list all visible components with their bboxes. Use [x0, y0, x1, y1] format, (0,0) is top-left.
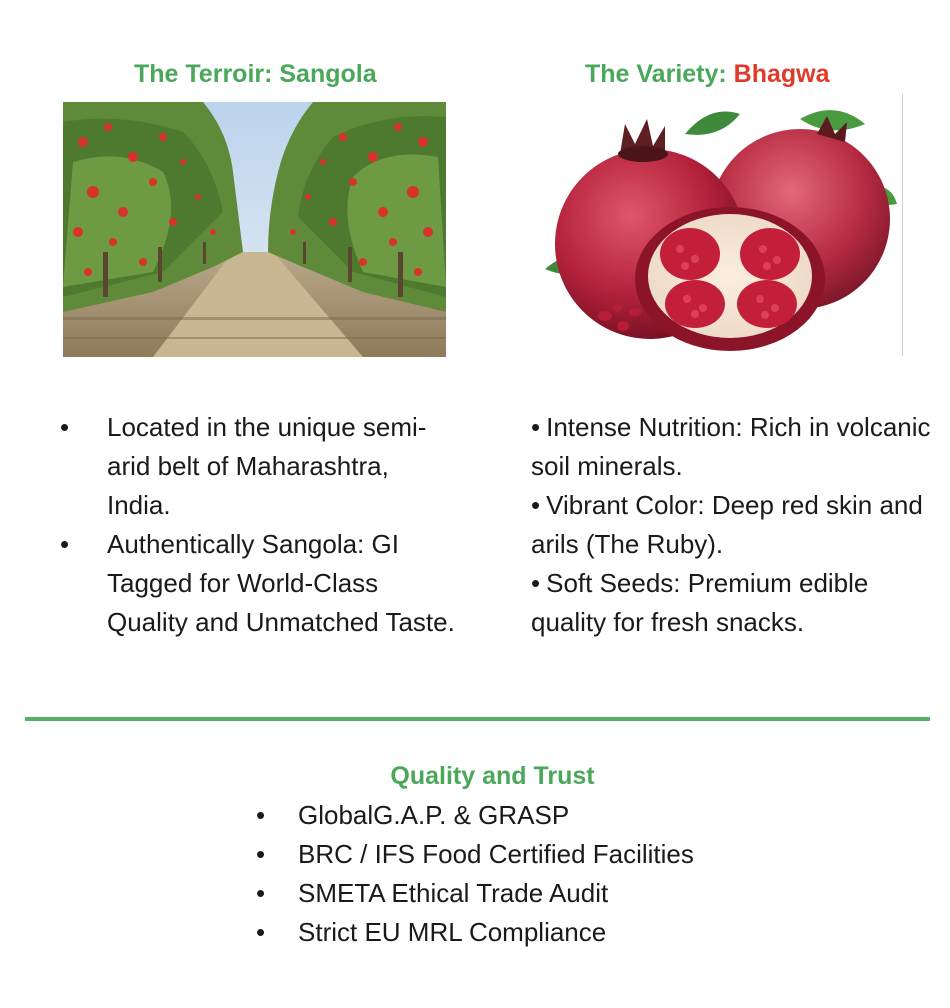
photo-edge-line — [902, 94, 903, 356]
orchard-photo — [63, 102, 446, 357]
list-item: • Located in the unique semi-arid belt of Maharashtra, India. — [56, 408, 456, 525]
variety-name: Bhagwa — [733, 60, 830, 88]
pomegranate-photo — [535, 94, 903, 356]
list-item: • SMETA Ethical Trade Audit — [252, 874, 812, 913]
quality-heading: Quality and Trust — [390, 762, 595, 790]
variety-heading-prefix: The Variety: — [585, 60, 734, 88]
quality-bullet-list — [252, 796, 812, 952]
variety-heading — [585, 60, 830, 89]
terroir-heading: The Terroir: Sangola — [134, 60, 377, 88]
list-item-text: Vibrant Color: Deep red skin and arils (The Ruby). — [531, 490, 923, 559]
list-item: • BRC / IFS Food Certified Facilities — [252, 835, 812, 874]
section-divider — [25, 717, 930, 721]
terroir-bullet-list — [56, 408, 456, 642]
list-item-text: Intense Nutrition: Rich in volcanic soil minerals. — [531, 412, 931, 481]
list-item: • Authentically Sangola: GI Tagged for World-Class Quality and Unmatched Taste. — [56, 525, 456, 642]
list-item: • Intense Nutrition: Rich in volcanic soil minerals. — [531, 412, 931, 481]
variety-bullet-list — [531, 408, 931, 642]
list-item: • GlobalG.A.P. & GRASP — [252, 796, 812, 835]
list-item: • Strict EU MRL Compliance — [252, 913, 812, 952]
list-item-text: Soft Seeds: Premium edible quality for fresh snacks. — [531, 568, 869, 637]
list-item: • Soft Seeds: Premium edible quality for fresh snacks. — [531, 568, 869, 637]
list-item: • Vibrant Color: Deep red skin and arils (The Ruby). — [531, 490, 923, 559]
